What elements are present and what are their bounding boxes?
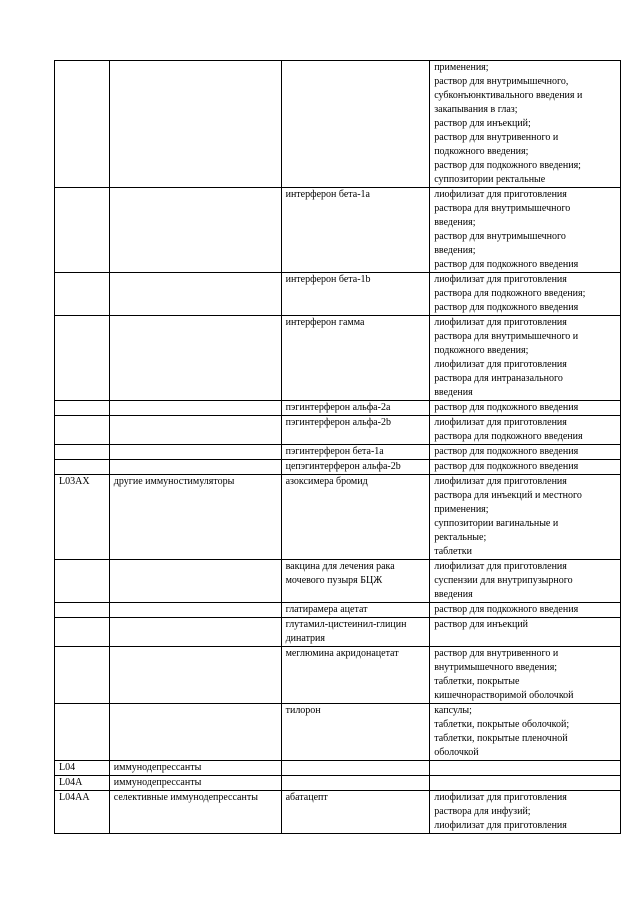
dosage-form-cell: [430, 603, 621, 618]
dosage-form-line: таблетки, покрытые пленочной: [434, 733, 568, 744]
dosage-form-line: введения;: [434, 217, 476, 228]
dosage-form-line: лиофилизат для приготовления: [434, 476, 567, 487]
drug-name-cell: глатирамера ацетат: [281, 603, 430, 618]
atc-code-cell: L04A: [55, 776, 110, 791]
atc-code-cell: [55, 316, 110, 401]
table-row: [55, 704, 621, 761]
dosage-form-cell: [430, 273, 621, 316]
dosage-form-cell: [430, 416, 621, 445]
dosage-form-line: таблетки: [434, 546, 472, 557]
dosage-form-line: лиофилизат для приготовления: [434, 792, 567, 803]
dosage-form-line: введения: [434, 387, 473, 398]
atc-group-cell: иммунодепрессанты: [109, 761, 281, 776]
atc-code-cell: [55, 61, 110, 188]
dosage-form-line: раствора для инфузий;: [434, 806, 531, 817]
atc-group-cell: [109, 618, 281, 647]
dosage-form-cell: [430, 188, 621, 273]
drug-name-cell: интерферон бета-1b: [281, 273, 430, 316]
atc-group-cell: [109, 401, 281, 416]
dosage-form-line: оболочкой: [434, 747, 479, 758]
atc-code-cell: [55, 460, 110, 475]
table-row: [55, 188, 621, 273]
dosage-form-line: раствора для подкожного введения;: [434, 288, 586, 299]
dosage-form-line: применения;: [434, 504, 489, 515]
drug-table: [54, 60, 621, 834]
dosage-form-cell: [430, 61, 621, 188]
drug-name-cell: интерферон гамма: [281, 316, 430, 401]
atc-group-cell: другие иммуностимуляторы: [109, 475, 281, 560]
dosage-form-line: раствор для инъекций;: [434, 118, 531, 129]
drug-name-cell: меглюмина акридонацетат: [281, 647, 430, 704]
dosage-form-line: таблетки, покрытые: [434, 676, 520, 687]
drug-name-cell: [281, 61, 430, 188]
dosage-form-line: раствора для интраназального: [434, 373, 563, 384]
dosage-form-line: лиофилизат для приготовления: [434, 317, 567, 328]
table-row: [55, 560, 621, 603]
dosage-form-line: раствор для инъекций: [434, 619, 529, 630]
table-row: [55, 416, 621, 445]
dosage-form-line: раствор для подкожного введения: [434, 402, 579, 413]
atc-group-cell: [109, 647, 281, 704]
table-row: [55, 776, 621, 791]
atc-group-cell: селективные иммунодепрессанты: [109, 791, 281, 834]
table-row: [55, 475, 621, 560]
dosage-form-cell: [430, 475, 621, 560]
drug-name-cell: [281, 761, 430, 776]
table-row: [55, 401, 621, 416]
atc-code-cell: [55, 188, 110, 273]
dosage-form-cell: [430, 560, 621, 603]
drug-name-cell: пэгинтерферон альфа-2b: [281, 416, 430, 445]
dosage-form-cell: [430, 460, 621, 475]
dosage-form-line: раствор для подкожного введения;: [434, 160, 581, 171]
drug-name-cell: вакцина для лечения рака мочевого пузыря БЦЖ: [281, 560, 430, 603]
dosage-form-line: ректальные;: [434, 532, 487, 543]
drug-name-cell: интерферон бета-1a: [281, 188, 430, 273]
atc-code-cell: L03AX: [55, 475, 110, 560]
atc-code-cell: [55, 416, 110, 445]
dosage-form-line: субконъюнктивального введения и: [434, 90, 583, 101]
drug-name-cell: пэгинтерферон альфа-2a: [281, 401, 430, 416]
dosage-form-line: раствор для подкожного введения: [434, 302, 579, 313]
dosage-form-cell: [430, 316, 621, 401]
dosage-form-line: лиофилизат для приготовления: [434, 417, 567, 428]
atc-group-cell: [109, 188, 281, 273]
dosage-form-line: суспензии для внутрипузырного: [434, 575, 573, 586]
atc-code-cell: [55, 704, 110, 761]
table-row: [55, 647, 621, 704]
dosage-form-line: раствора для внутримышечного: [434, 203, 571, 214]
atc-code-cell: L04: [55, 761, 110, 776]
dosage-form-line: суппозитории ректальные: [434, 174, 546, 185]
table-row: [55, 618, 621, 647]
atc-group-cell: [109, 61, 281, 188]
atc-group-cell: иммунодепрессанты: [109, 776, 281, 791]
atc-group-cell: [109, 560, 281, 603]
table-row: [55, 273, 621, 316]
dosage-form-line: раствора для внутримышечного и: [434, 331, 579, 342]
dosage-form-line: применения;: [434, 62, 489, 73]
dosage-form-cell: [430, 445, 621, 460]
dosage-form-line: раствор для подкожного введения: [434, 446, 579, 457]
dosage-form-line: подкожного введения;: [434, 345, 529, 356]
dosage-form-line: лиофилизат для приготовления: [434, 820, 567, 831]
dosage-form-line: лиофилизат для приготовления: [434, 359, 567, 370]
dosage-form-line: лиофилизат для приготовления: [434, 561, 567, 572]
atc-group-cell: [109, 273, 281, 316]
table-row: [55, 761, 621, 776]
dosage-form-line: лиофилизат для приготовления: [434, 189, 567, 200]
table-row: [55, 445, 621, 460]
dosage-form-line: кишечнорастворимой оболочкой: [434, 690, 574, 701]
dosage-form-line: раствор для внутримышечного,: [434, 76, 569, 87]
dosage-form-cell: [430, 618, 621, 647]
table-row: [55, 603, 621, 618]
table-row: [55, 460, 621, 475]
atc-code-cell: [55, 560, 110, 603]
atc-group-cell: [109, 704, 281, 761]
drug-name-cell: тилорон: [281, 704, 430, 761]
table-row: [55, 316, 621, 401]
drug-name-cell: азоксимера бромид: [281, 475, 430, 560]
atc-code-cell: [55, 273, 110, 316]
atc-group-cell: [109, 460, 281, 475]
dosage-form-cell: [430, 401, 621, 416]
dosage-form-cell: [430, 791, 621, 834]
dosage-form-line: закапывания в глаз;: [434, 104, 518, 115]
drug-name-cell: абатацепт: [281, 791, 430, 834]
dosage-form-line: введения: [434, 589, 473, 600]
dosage-form-line: раствор для подкожного введения: [434, 461, 579, 472]
atc-code-cell: [55, 603, 110, 618]
atc-group-cell: [109, 316, 281, 401]
atc-code-cell: [55, 445, 110, 460]
table-body: [55, 61, 621, 834]
dosage-form-line: раствор для подкожного введения: [434, 604, 579, 615]
drug-name-cell: пэгинтерферон бета-1a: [281, 445, 430, 460]
dosage-form-line: раствора для подкожного введения: [434, 431, 583, 442]
dosage-form-line: раствор для внутримышечного: [434, 231, 566, 242]
dosage-form-line: раствора для инъекций и местного: [434, 490, 582, 501]
dosage-form-cell: [430, 761, 621, 776]
dosage-form-line: подкожного введения;: [434, 146, 529, 157]
dosage-form-line: таблетки, покрытые оболочкой;: [434, 719, 570, 730]
dosage-form-cell: [430, 704, 621, 761]
dosage-form-line: введения;: [434, 245, 476, 256]
atc-code-cell: [55, 401, 110, 416]
atc-code-cell: [55, 618, 110, 647]
drug-name-cell: глутамил-цистеинил-глицин динатрия: [281, 618, 430, 647]
drug-name-cell: [281, 776, 430, 791]
dosage-form-line: лиофилизат для приготовления: [434, 274, 567, 285]
atc-group-cell: [109, 416, 281, 445]
drug-name-cell: цепэгинтерферон альфа-2b: [281, 460, 430, 475]
dosage-form-cell: [430, 647, 621, 704]
atc-code-cell: [55, 647, 110, 704]
dosage-form-line: суппозитории вагинальные и: [434, 518, 559, 529]
dosage-form-cell: [430, 776, 621, 791]
dosage-form-line: раствор для внутривенного и: [434, 648, 559, 659]
dosage-form-line: капсулы;: [434, 705, 472, 716]
dosage-form-line: внутримышечного введения;: [434, 662, 558, 673]
table-row: [55, 61, 621, 188]
table-row: [55, 791, 621, 834]
atc-group-cell: [109, 603, 281, 618]
atc-code-cell: L04AA: [55, 791, 110, 834]
dosage-form-line: раствор для подкожного введения: [434, 259, 579, 270]
atc-group-cell: [109, 445, 281, 460]
dosage-form-line: раствор для внутривенного и: [434, 132, 559, 143]
